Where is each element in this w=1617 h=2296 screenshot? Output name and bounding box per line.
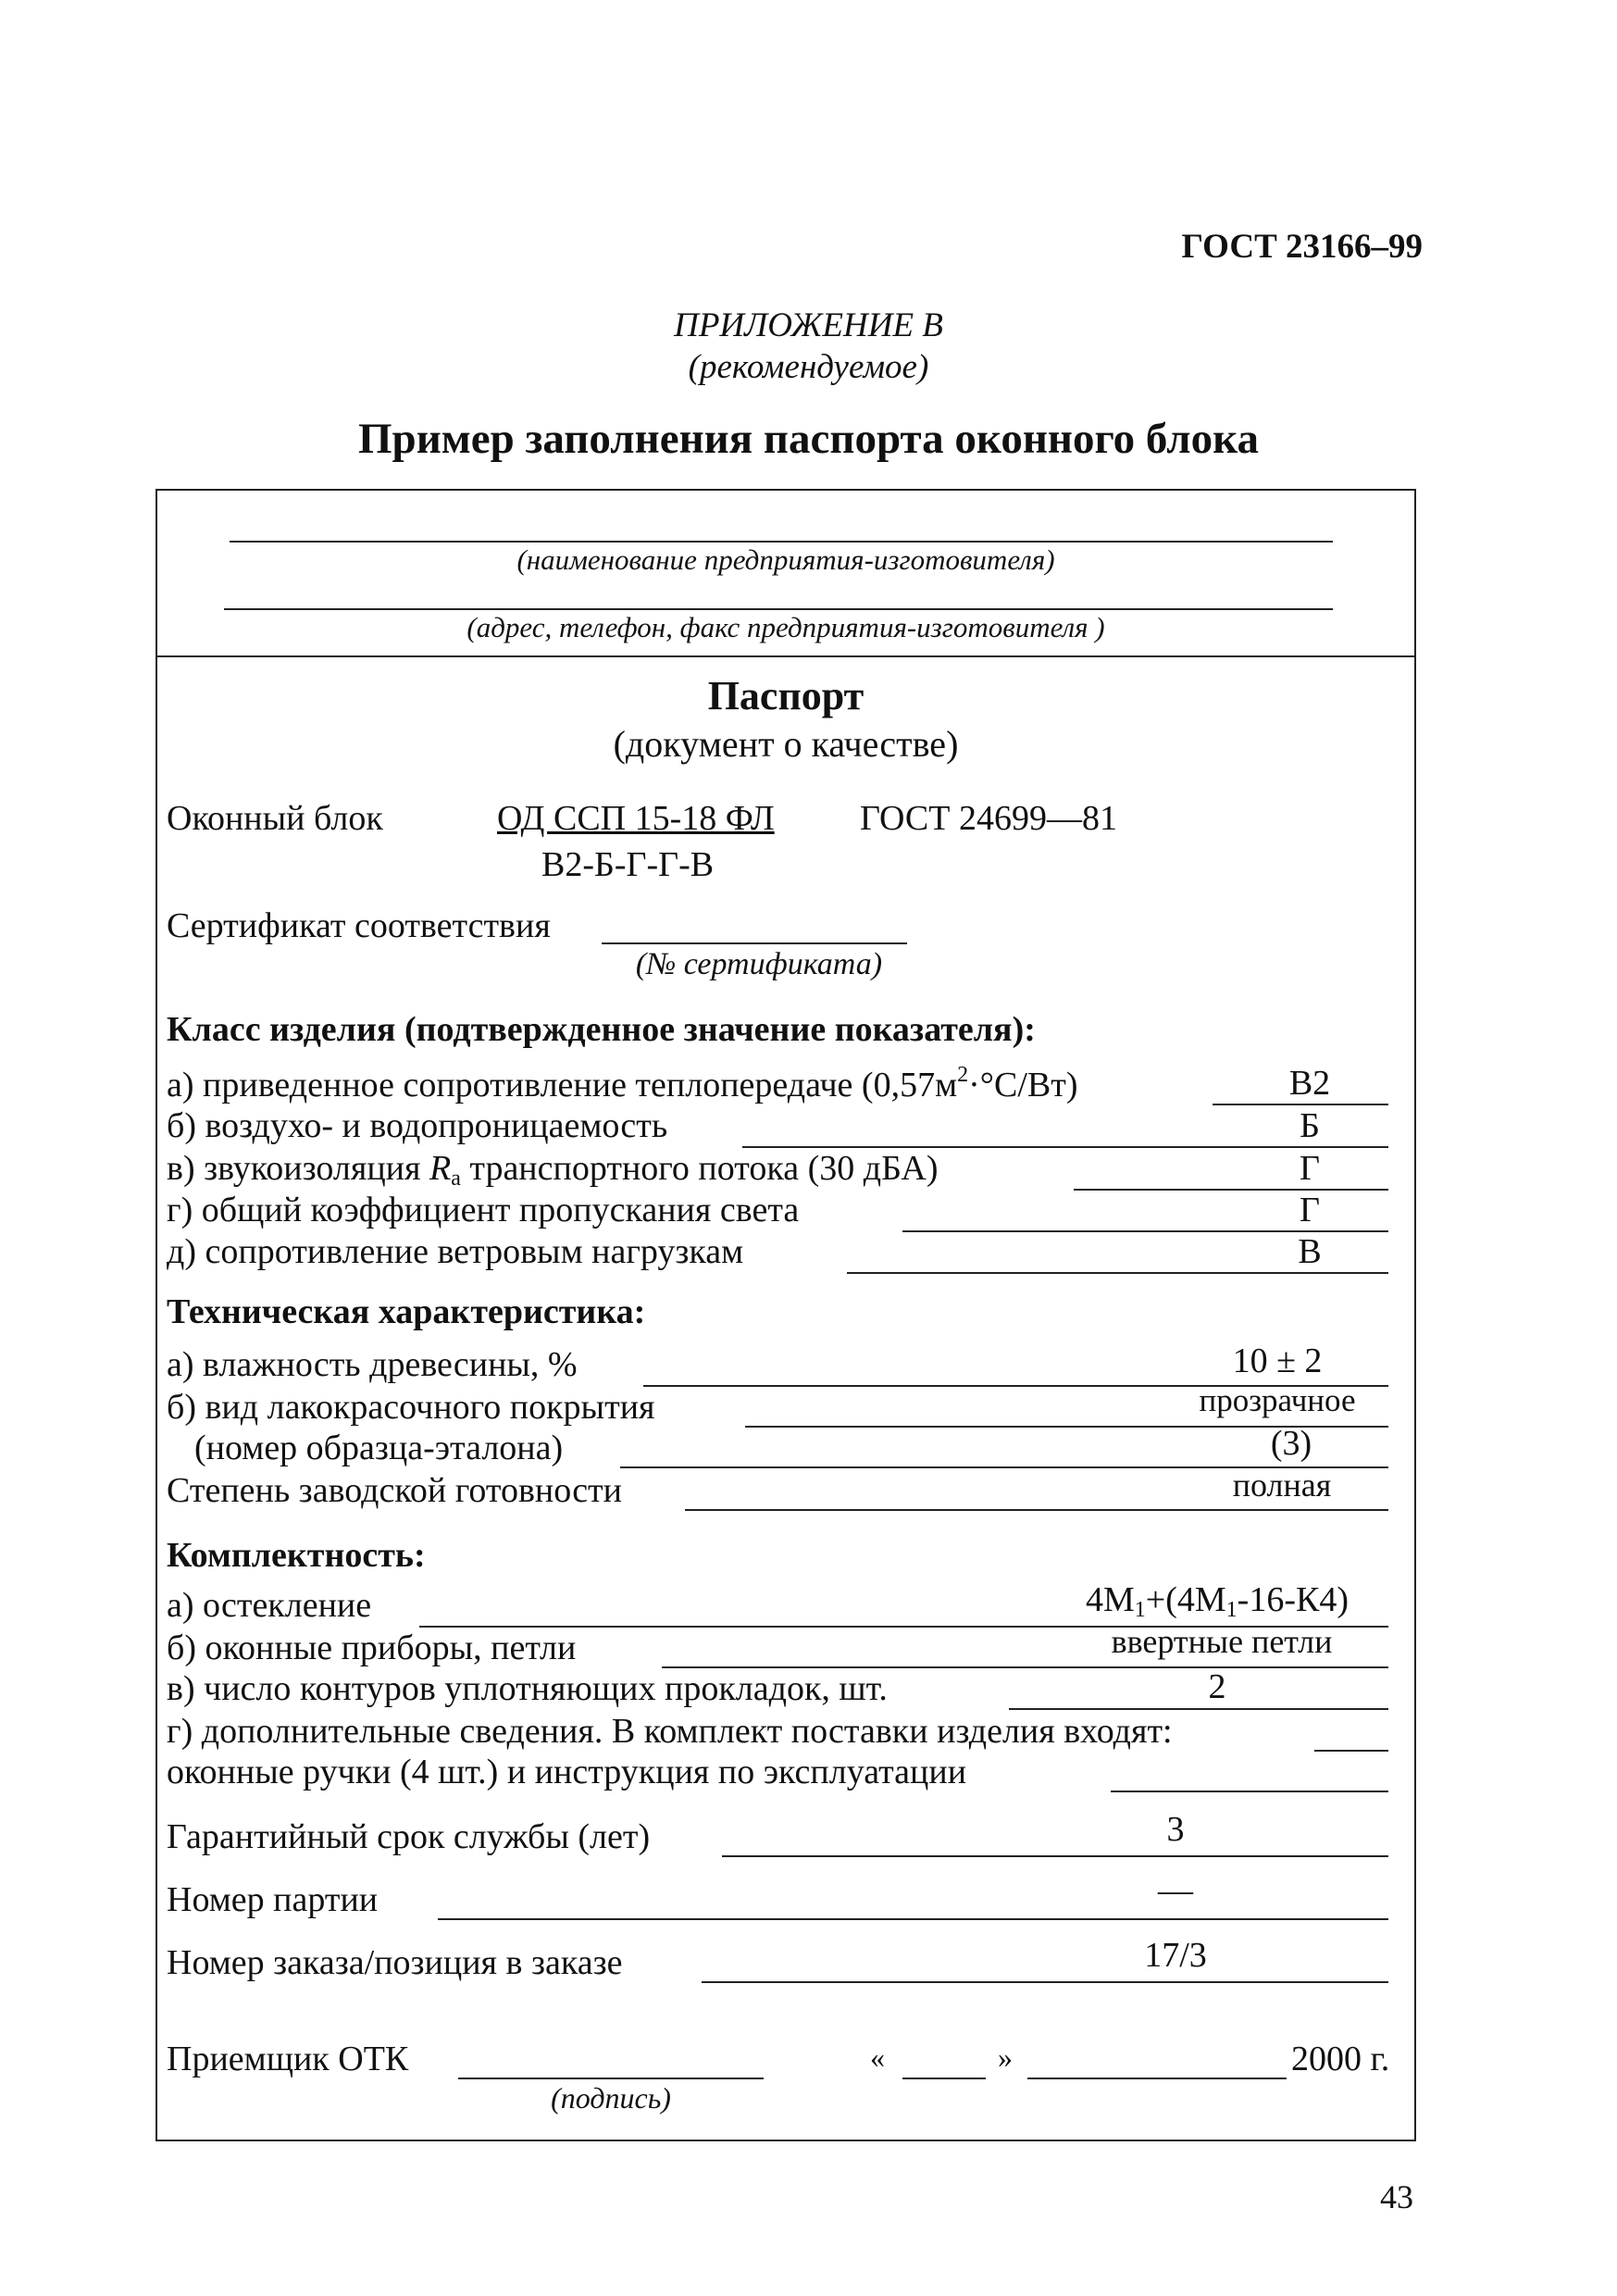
window-block-classes: В2-Б-Г-Г-В	[541, 845, 715, 884]
manufacturer-name-caption: (наименование предприятия-изготовителя)	[516, 543, 1055, 576]
comp-extra-line1: г) дополнительные сведения. В комплект поставки изделия входят:	[167, 1712, 1173, 1751]
batch-line	[438, 1918, 1388, 1920]
inspector-signature-line	[458, 2078, 764, 2079]
comp-extra-line2-rule	[1111, 1791, 1388, 1792]
comp-item-glazing: а) остекление	[167, 1586, 372, 1625]
warranty-value: 3	[1166, 1810, 1185, 1849]
batch-label: Номер партии	[167, 1880, 379, 1919]
date-day-line	[902, 2078, 986, 2079]
comp-extra-line2: оконные ручки (4 шт.) и инструкция по эксплуатации	[167, 1753, 967, 1791]
inspector-signature-caption: (подпись)	[551, 2081, 671, 2115]
passport-subtitle: (документ о качестве)	[613, 723, 959, 765]
class-item-light: г) общий коэффициент пропускания света	[167, 1191, 800, 1229]
passport-title: Паспорт	[707, 673, 864, 718]
comp-item-seals-line	[1009, 1708, 1388, 1710]
tech-item-humidity: а) влажность древесины, %	[167, 1345, 578, 1384]
batch-value: —	[1158, 1871, 1193, 1910]
tech-item-humidity-value: 10 ± 2	[1232, 1341, 1323, 1380]
tech-item-readiness-line	[685, 1509, 1388, 1511]
comp-item-seals: в) число контуров уплотняющих прокладок, шт.	[167, 1669, 888, 1708]
comp-extra-line1-rule	[1314, 1750, 1388, 1752]
technical-heading: Техническая характеристика:	[167, 1292, 646, 1331]
inspector-label: Приемщик ОТК	[167, 2040, 409, 2078]
tech-item-sample: (номер образца-эталона)	[194, 1429, 564, 1467]
tech-item-readiness: Степень заводской готовности	[167, 1471, 622, 1510]
tech-item-sample-value: (3)	[1270, 1424, 1312, 1463]
tech-item-coating-value: прозрачное	[1199, 1382, 1356, 1418]
manufacturer-name-line	[230, 541, 1333, 543]
standard-number: ГОСТ 23166–99	[1181, 228, 1423, 266]
warranty-line	[722, 1855, 1388, 1857]
order-line	[702, 1981, 1388, 1983]
page-title: Пример заполнения паспорта оконного блока	[358, 415, 1259, 463]
certificate-caption: (№ сертификата)	[635, 947, 883, 981]
date-quote-open: «	[870, 2040, 885, 2074]
date-year: 2000 г.	[1291, 2040, 1390, 2078]
class-item-sound-value: Г	[1300, 1149, 1320, 1188]
appendix-title: ПРИЛОЖЕНИЕ В	[674, 306, 943, 344]
class-item-thermal-value: В2	[1288, 1064, 1331, 1103]
manufacturer-address-line	[224, 608, 1333, 610]
page-number: 43	[1380, 2178, 1413, 2215]
class-item-air-water: б) воздухо- и водопроницаемость	[167, 1106, 668, 1145]
frame-divider	[155, 655, 1416, 657]
comp-item-fittings-value: ввертные петли	[1111, 1623, 1333, 1660]
tech-item-readiness-value: полная	[1232, 1466, 1332, 1504]
class-item-wind: д) сопротивление ветровым нагрузкам	[167, 1232, 744, 1271]
comp-item-fittings: б) оконные приборы, петли	[167, 1628, 577, 1667]
comp-item-glazing-value: $4М_1+(4М_1-16-К4)$	[1086, 1580, 1349, 1622]
certificate-label: Сертификат соответствия	[167, 906, 551, 945]
class-item-thermal: а) приведенное сопротивление теплопередаче $(0,57м^2\cdot^\circ С/Вт)$	[167, 1063, 1078, 1104]
window-block-standard: ГОСТ 24699—81	[860, 799, 1117, 838]
date-month-line	[1027, 2078, 1287, 2079]
manufacturer-address-caption: (адрес, телефон, факс предприятия-изготовителя )	[466, 611, 1105, 643]
class-item-wind-value: В	[1298, 1232, 1322, 1271]
date-quote-close: »	[998, 2040, 1013, 2074]
comp-item-seals-value: 2	[1208, 1667, 1226, 1706]
class-item-sound: в) звукоизоляция $R_а$ транспортного потока (30 дБА)	[167, 1149, 939, 1191]
completeness-heading: Комплектность:	[167, 1536, 426, 1575]
certificate-line	[602, 942, 907, 944]
appendix-note: (рекомендуемое)	[688, 348, 929, 386]
product-class-heading: Класс изделия (подтвержденное значение показателя):	[167, 1010, 1036, 1049]
class-item-air-water-value: Б	[1300, 1106, 1320, 1145]
window-block-label: Оконный блок	[167, 799, 383, 838]
window-block-designation: ОД ССП 15-18 ФЛ	[497, 799, 775, 838]
tech-item-coating: б) вид лакокрасочного покрытия	[167, 1388, 655, 1427]
class-item-wind-line	[847, 1272, 1388, 1274]
order-value: 17/3	[1144, 1936, 1207, 1975]
warranty-label: Гарантийный срок службы (лет)	[167, 1817, 651, 1856]
class-item-light-value: Г	[1300, 1191, 1320, 1229]
order-label: Номер заказа/позиция в заказе	[167, 1943, 623, 1982]
